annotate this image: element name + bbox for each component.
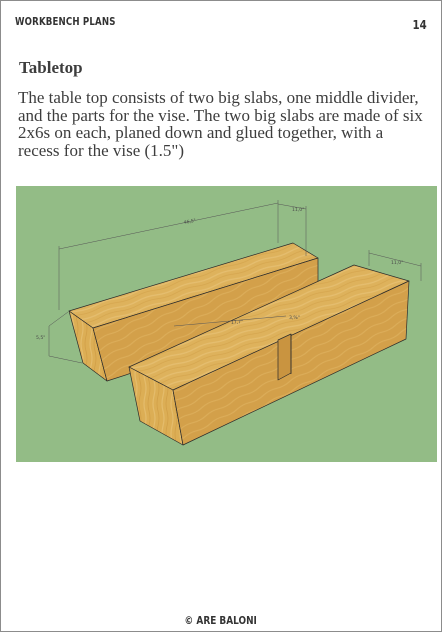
tabletop-illustration [16,186,437,462]
vise-recess [278,334,291,380]
dim-width-front: 11,0" [391,261,404,266]
dim-thickness: 5,5" [36,336,46,341]
footer-copyright [1,615,441,627]
section-heading: Tabletop [19,58,83,77]
dim-length-back: 46,5" [183,218,197,226]
header-title: WORKBENCH PLANS [15,16,116,28]
section-body: The table top consists of two big slabs, one middle divider, and the parts for the vise. The two big slabs are made of six 2x6s on each, planed down and glued together, with a recess for the vise (1.5") [18,88,423,160]
footer-text: © ARE BALONI [184,615,258,627]
page-number: 14 [412,18,427,32]
dim-recess-depth: 3,%" [289,316,300,321]
dim-width-back: 11,0" [292,208,305,213]
tabletop-figure [16,186,437,462]
dim-recess-length: 17,7" [230,319,244,326]
